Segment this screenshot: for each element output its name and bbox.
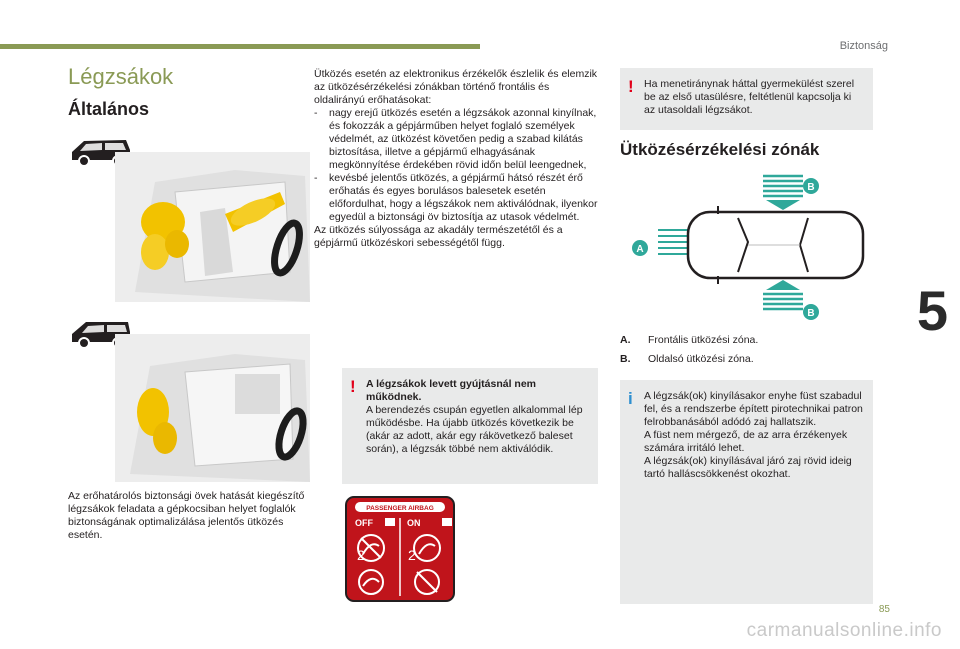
zone-a-marker: A xyxy=(636,244,644,255)
zones-title: Ütközésérzékelési zónák xyxy=(620,140,820,159)
airbag-purpose-caption: Az erőhatárolós biztonsági övek hatását kiegészítő légzsákok feladata a gépkocsiban helyet foglalók biztonságának optimalizálása jelentős ütközés esetén. xyxy=(68,490,305,541)
deployment-info-box xyxy=(620,380,873,604)
airbag-interior-image-1 xyxy=(115,152,310,302)
passenger-airbag-label-image xyxy=(345,496,455,602)
ignition-warning-box xyxy=(342,368,598,484)
bullet-item: - nagy erejű ütközés esetén a légzsákok azonnal kinyílnak, és fokozzák a gépjárműben helyet foglaló személyek védelmét, az ütközést követően pedig a szabad kilátás biztosítása, illetve a gépjármű elhagyásának megkönnyítése érdekében rövid időn belül leengednek, xyxy=(314,107,597,171)
airbag-interior-image-2 xyxy=(115,334,310,482)
watermark: carmanualsonline.info xyxy=(746,620,942,641)
page-number: 85 xyxy=(878,604,890,615)
airbag-label-number-left: 2 xyxy=(357,547,365,563)
child-seat-warning-box xyxy=(620,68,873,130)
airbag-label-number-right: 2 xyxy=(408,547,416,563)
info-icon: i xyxy=(628,389,633,408)
bullet-item: - kevésbé jelentős ütközés, a gépjármű hátsó részét érő erőhatás és egyes borulásos balesetek esetén előfordulhat, hogy a légszákok nem aktiválódnak, ilyenkor egyedül a biztonsági öv biztosítja az utasok védelmét. xyxy=(314,172,598,223)
legend-item: A. Frontális ütközési zóna. xyxy=(620,334,759,346)
header-accent-bar xyxy=(0,44,480,49)
section-subtitle: Általános xyxy=(68,99,150,119)
info-paragraph: A légzsák(ok) kinyílásakor enyhe füst szabadul fel, és a rendszerbe épített pirotechnikai patron felrobbanásából adódó zaj hallatszik. xyxy=(644,390,863,428)
warning-body: A berendezés csupán egyetlen alkalommal lép működésbe. Ha újabb ütközés következik be (akár az adott, akár egy rákövetkező baleset során), a légzsák többé nem aktiválódik. xyxy=(366,404,583,455)
page-title: Légzsákok xyxy=(68,64,174,89)
warning-exclamation-icon: ! xyxy=(350,377,356,396)
warning-exclamation-icon: ! xyxy=(628,77,634,96)
warning-title: A légzsákok levett gyújtásnál nem működnek. xyxy=(366,378,537,403)
collision-detection-text xyxy=(314,68,599,250)
airbag-label-title: PASSENGER AIRBAG xyxy=(366,505,434,512)
zone-b-marker: B xyxy=(807,308,815,319)
collision-zones-diagram xyxy=(628,170,873,320)
intro-paragraph: Ütközés esetén az elektronikus érzékelők észlelik és elemzik az ütközésérzékelési zónákban történő frontális és oldalirányú erőhatásokat: xyxy=(314,68,598,106)
section-label: Biztonság xyxy=(839,40,888,52)
zones-legend xyxy=(620,334,870,365)
legend-item: B. Oldalsó ütközési zóna. xyxy=(620,353,754,365)
outro-paragraph: Az ütközés súlyossága az akadály természetétől és a gépjármű ütközéskori sebességétől függ. xyxy=(314,224,563,249)
info-paragraph: A füst nem mérgező, de az arra érzékenyek számára irritáló lehet. xyxy=(644,429,848,454)
chapter-number: 5 xyxy=(916,279,948,342)
airbag-label-off: OFF xyxy=(355,518,373,528)
child-seat-warning-text: Ha menetiránynak háttal gyermekülést szerel be az első utasülésre, feltétlenül kapcsolja ki az utasoldali légzsákot. xyxy=(644,78,855,116)
airbag-label-on: ON xyxy=(407,518,421,528)
zone-b-marker: B xyxy=(807,182,815,193)
info-paragraph: A légzsák(ok) kinyílásával járó zaj rövid ideig tartó halláscsökkenést okozhat. xyxy=(644,455,852,480)
